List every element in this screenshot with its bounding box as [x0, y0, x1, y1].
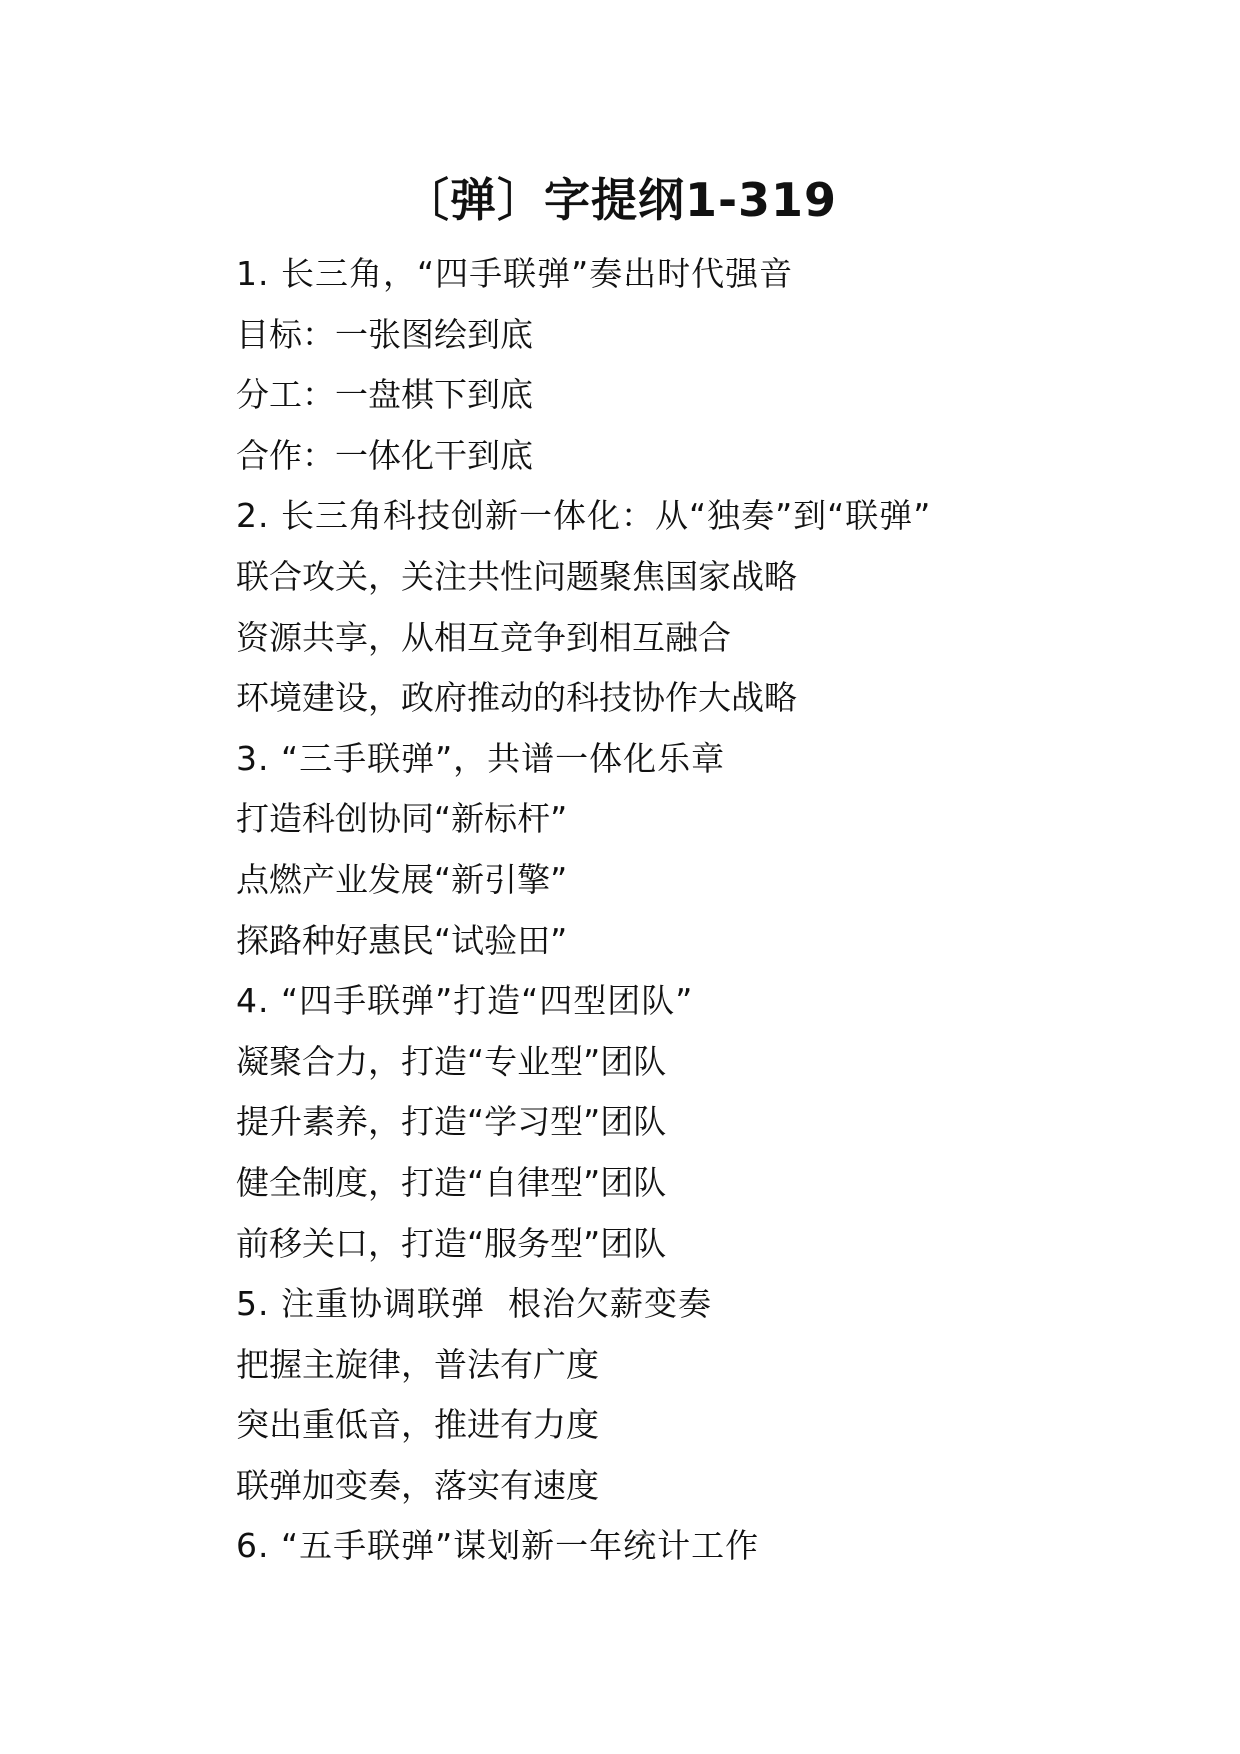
- outline-item: 突出重低音，推进有力度: [236, 1405, 599, 1445]
- outline-item: 环境建设，政府推动的科技协作大战略: [236, 678, 797, 718]
- outline-item: 健全制度，打造“自律型”团队: [236, 1162, 667, 1202]
- outline-item: 分工：一盘棋下到底: [236, 375, 533, 415]
- outline-heading-6: 6. “五手联弹”谋划新一年统计工作: [236, 1526, 760, 1566]
- outline-list: [236, 244, 1136, 1577]
- outline-heading-1: 1. 长三角，“四手联弹”奏出时代强音: [236, 254, 794, 293]
- outline-item: 合作：一体化干到底: [236, 435, 533, 475]
- outline-heading-4: 4. “四手联弹”打造“四型团队”: [236, 981, 694, 1021]
- document-title: 〔弹〕字提纲1-319: [402, 173, 838, 227]
- outline-heading-2: 2. 长三角科技创新一体化：从“独奏”到“联弹”: [236, 496, 932, 536]
- outline-item: 联合攻关，关注共性问题聚焦国家战略: [236, 556, 797, 596]
- outline-item: 点燃产业发展“新引擎”: [236, 859, 568, 899]
- outline-item: 联弹加变奏，落实有速度: [236, 1465, 599, 1505]
- outline-item: 探路种好惠民“试验田”: [236, 920, 568, 960]
- outline-item: 前移关口，打造“服务型”团队: [236, 1223, 667, 1263]
- outline-item: 打造科创协同“新标杆”: [236, 799, 568, 839]
- outline-item: 资源共享，从相互竞争到相互融合: [236, 617, 731, 657]
- outline-item: 提升素养，打造“学习型”团队: [236, 1102, 667, 1142]
- outline-heading-5: 5. 注重协调联弹 根治欠薪变奏: [236, 1284, 712, 1324]
- outline-item: 目标：一张图绘到底: [236, 314, 533, 354]
- outline-heading-3: 3. “三手联弹”，共谱一体化乐章: [236, 738, 726, 778]
- outline-item: 把握主旋律，普法有广度: [236, 1344, 599, 1384]
- outline-item: 凝聚合力，打造“专业型”团队: [236, 1041, 667, 1081]
